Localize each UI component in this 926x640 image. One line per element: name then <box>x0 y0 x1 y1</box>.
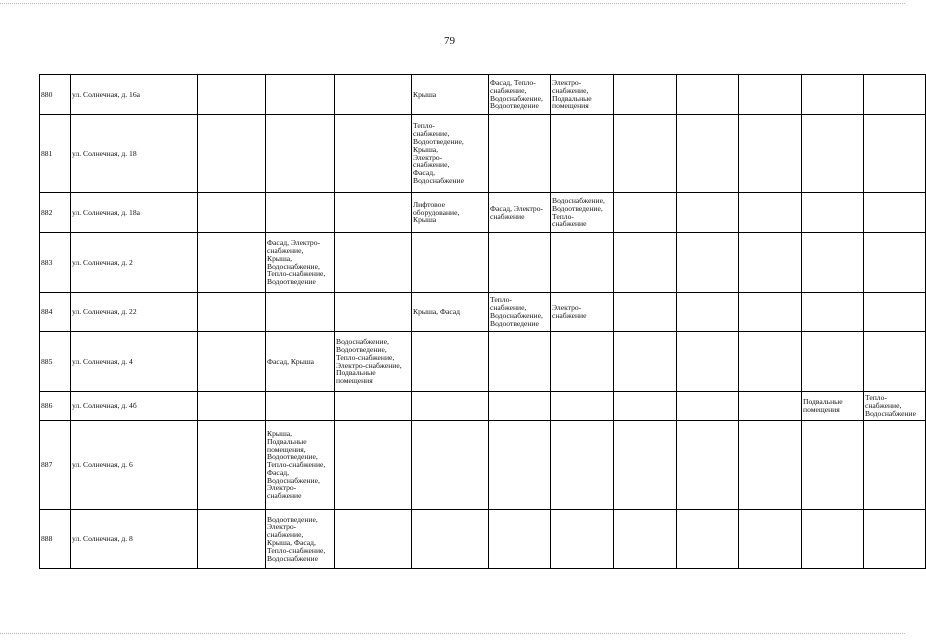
row-number: 882 <box>40 193 71 233</box>
work-cell-col-7 <box>489 193 551 233</box>
work-list: Крыша, Подвальные помещения, Водоотведение, Тепло-снабжение, Фасад, Водоснабжение, Электро- снабжение <box>267 428 326 501</box>
work-cell-col-9 <box>614 233 677 293</box>
work-cell-col-8 <box>551 233 614 293</box>
work-list: Подвальные помещения <box>803 397 843 414</box>
work-cell-col-13 <box>864 75 926 115</box>
address-cell: ул. Солнечная, д. 4 <box>71 332 198 392</box>
work-cell-col-10 <box>677 510 739 569</box>
work-cell-col-10 <box>677 392 739 421</box>
work-cell-col-13 <box>864 193 926 233</box>
work-cell-col-8 <box>551 293 614 332</box>
work-cell-col-3 <box>198 193 266 233</box>
work-cell-col-3 <box>198 510 266 569</box>
work-list: Электро- снабжение, Подвальные помещения <box>552 77 592 111</box>
work-cell-col-13 <box>864 510 926 569</box>
work-list: Фасад, Тепло- снабжение, Водоснабжение, Водоотведение <box>490 77 543 111</box>
work-cell-col-6 <box>412 75 489 115</box>
work-cell-col-11 <box>739 293 802 332</box>
work-cell-col-5 <box>335 193 412 233</box>
work-cell-col-4 <box>266 233 335 293</box>
work-list: Лифтовое оборудование, Крыша <box>413 199 460 225</box>
table-row <box>40 332 926 392</box>
work-cell-col-13 <box>864 233 926 293</box>
work-cell-col-9 <box>614 293 677 332</box>
work-cell-col-4 <box>266 75 335 115</box>
work-list: Водоотведение, Электро- снабжение, Крыша, Фасад, Тепло-снабжение, Водоснабжение <box>267 514 326 563</box>
work-cell-col-4 <box>266 332 335 392</box>
work-cell-col-9 <box>614 193 677 233</box>
work-cell-col-5 <box>335 75 412 115</box>
work-cell-col-12 <box>802 332 864 392</box>
work-cell-col-11 <box>739 233 802 293</box>
work-cell-col-11 <box>739 421 802 510</box>
work-cell-col-9 <box>614 75 677 115</box>
page-number: 79 <box>444 35 455 47</box>
work-cell-col-11 <box>739 75 802 115</box>
work-cell-col-4 <box>266 510 335 569</box>
table-row <box>40 421 926 510</box>
work-cell-col-5 <box>335 293 412 332</box>
table-row <box>40 75 926 115</box>
work-cell-col-12 <box>802 233 864 293</box>
address-cell: ул. Солнечная, д. 18 <box>71 115 198 193</box>
address-cell: ул. Солнечная, д. 8 <box>71 510 198 569</box>
work-cell-col-12 <box>802 293 864 332</box>
scan-edge-top <box>0 3 905 4</box>
work-cell-col-12 <box>802 421 864 510</box>
work-cell-col-8 <box>551 392 614 421</box>
work-cell-col-10 <box>677 332 739 392</box>
row-number: 883 <box>40 233 71 293</box>
work-cell-col-5 <box>335 421 412 510</box>
work-cell-col-9 <box>614 421 677 510</box>
work-cell-col-11 <box>739 392 802 421</box>
work-list: Водоснабжение, Водоотведение, Тепло-снабжение, Электро-снабжение, Подвальные помещения <box>336 337 402 386</box>
work-cell-col-8 <box>551 75 614 115</box>
work-cell-col-8 <box>551 510 614 569</box>
work-cell-col-7 <box>489 332 551 392</box>
work-cell-col-6 <box>412 233 489 293</box>
work-cell-col-8 <box>551 421 614 510</box>
work-cell-col-3 <box>198 293 266 332</box>
scan-edge-bottom <box>0 633 905 634</box>
work-cell-col-4 <box>266 193 335 233</box>
work-cell-col-5 <box>335 392 412 421</box>
work-cell-col-7 <box>489 233 551 293</box>
work-cell-col-3 <box>198 75 266 115</box>
work-cell-col-8 <box>551 332 614 392</box>
work-cell-col-9 <box>614 392 677 421</box>
address-cell: ул. Солнечная, д. 16а <box>71 75 198 115</box>
row-number: 880 <box>40 75 71 115</box>
work-cell-col-11 <box>739 332 802 392</box>
row-number: 888 <box>40 510 71 569</box>
row-number: 881 <box>40 115 71 193</box>
work-cell-col-10 <box>677 233 739 293</box>
work-cell-col-13 <box>864 293 926 332</box>
work-cell-col-9 <box>614 510 677 569</box>
work-list: Электро- снабжение <box>552 303 587 320</box>
row-number: 885 <box>40 332 71 392</box>
work-list: Фасад, Электро- снабжение <box>490 203 544 221</box>
work-cell-col-4 <box>266 392 335 421</box>
work-cell-col-6 <box>412 510 489 569</box>
work-cell-col-10 <box>677 115 739 193</box>
work-cell-col-4 <box>266 115 335 193</box>
work-cell-col-3 <box>198 233 266 293</box>
work-list: Тепло- снабжение, Водоснабжение <box>865 393 916 418</box>
work-cell-col-4 <box>266 293 335 332</box>
table-row <box>40 193 926 233</box>
work-list: Тепло- снабжение, Водоснабжение, Водоотведение <box>490 295 543 328</box>
work-list: Крыша <box>413 89 437 99</box>
work-cell-col-3 <box>198 421 266 510</box>
work-cell-col-7 <box>489 510 551 569</box>
work-cell-col-7 <box>489 392 551 421</box>
work-cell-col-13 <box>864 115 926 193</box>
work-cell-col-12 <box>802 392 864 421</box>
repair-schedule-table <box>39 74 926 569</box>
work-cell-col-5 <box>335 233 412 293</box>
work-cell-col-6 <box>412 392 489 421</box>
work-list: Крыша, Фасад <box>413 307 461 317</box>
work-cell-col-7 <box>489 115 551 193</box>
work-cell-col-5 <box>335 332 412 392</box>
work-cell-col-5 <box>335 115 412 193</box>
table-row <box>40 392 926 421</box>
work-cell-col-13 <box>864 421 926 510</box>
address-cell: ул. Солнечная, д. 4б <box>71 392 198 421</box>
work-cell-col-5 <box>335 510 412 569</box>
work-cell-col-3 <box>198 332 266 392</box>
work-list: Фасад, Электро- снабжение, Крыша, Водоснабжение, Тепло-снабжение, Водоотведение <box>267 238 326 287</box>
work-cell-col-12 <box>802 193 864 233</box>
work-cell-col-12 <box>802 510 864 569</box>
address-cell: ул. Солнечная, д. 6 <box>71 421 198 510</box>
table-row <box>40 233 926 293</box>
work-cell-col-10 <box>677 193 739 233</box>
work-cell-col-3 <box>198 115 266 193</box>
address-cell: ул. Солнечная, д. 22 <box>71 293 198 332</box>
row-number: 887 <box>40 421 71 510</box>
work-cell-col-8 <box>551 115 614 193</box>
work-cell-col-13 <box>864 392 926 421</box>
work-cell-col-13 <box>864 332 926 392</box>
address-cell: ул. Солнечная, д. 18а <box>71 193 198 233</box>
work-cell-col-6 <box>412 332 489 392</box>
work-cell-col-6 <box>412 115 489 193</box>
work-cell-col-12 <box>802 115 864 193</box>
work-cell-col-12 <box>802 75 864 115</box>
work-cell-col-6 <box>412 421 489 510</box>
work-list: Тепло- снабжение, Водоотведение, Крыша, Электро- снабжение, Фасад, Водоснабжение <box>413 121 464 185</box>
work-cell-col-8 <box>551 193 614 233</box>
work-cell-col-11 <box>739 193 802 233</box>
row-number: 884 <box>40 293 71 332</box>
table-row <box>40 510 926 569</box>
work-cell-col-6 <box>412 293 489 332</box>
work-cell-col-10 <box>677 421 739 510</box>
work-cell-col-3 <box>198 392 266 421</box>
work-cell-col-6 <box>412 193 489 233</box>
work-list: Водоснабжение, Водоотведение, Тепло- снабжение <box>552 195 605 229</box>
table-row <box>40 115 926 193</box>
work-cell-col-11 <box>739 115 802 193</box>
row-number: 886 <box>40 392 71 421</box>
work-cell-col-4 <box>266 421 335 510</box>
address-cell: ул. Солнечная, д. 2 <box>71 233 198 293</box>
work-cell-col-11 <box>739 510 802 569</box>
work-cell-col-7 <box>489 421 551 510</box>
work-cell-col-10 <box>677 293 739 332</box>
work-cell-col-9 <box>614 115 677 193</box>
table-row <box>40 293 926 332</box>
work-cell-col-7 <box>489 293 551 332</box>
work-list: Фасад, Крыша <box>267 356 315 366</box>
work-cell-col-9 <box>614 332 677 392</box>
work-cell-col-7 <box>489 75 551 115</box>
work-cell-col-10 <box>677 75 739 115</box>
